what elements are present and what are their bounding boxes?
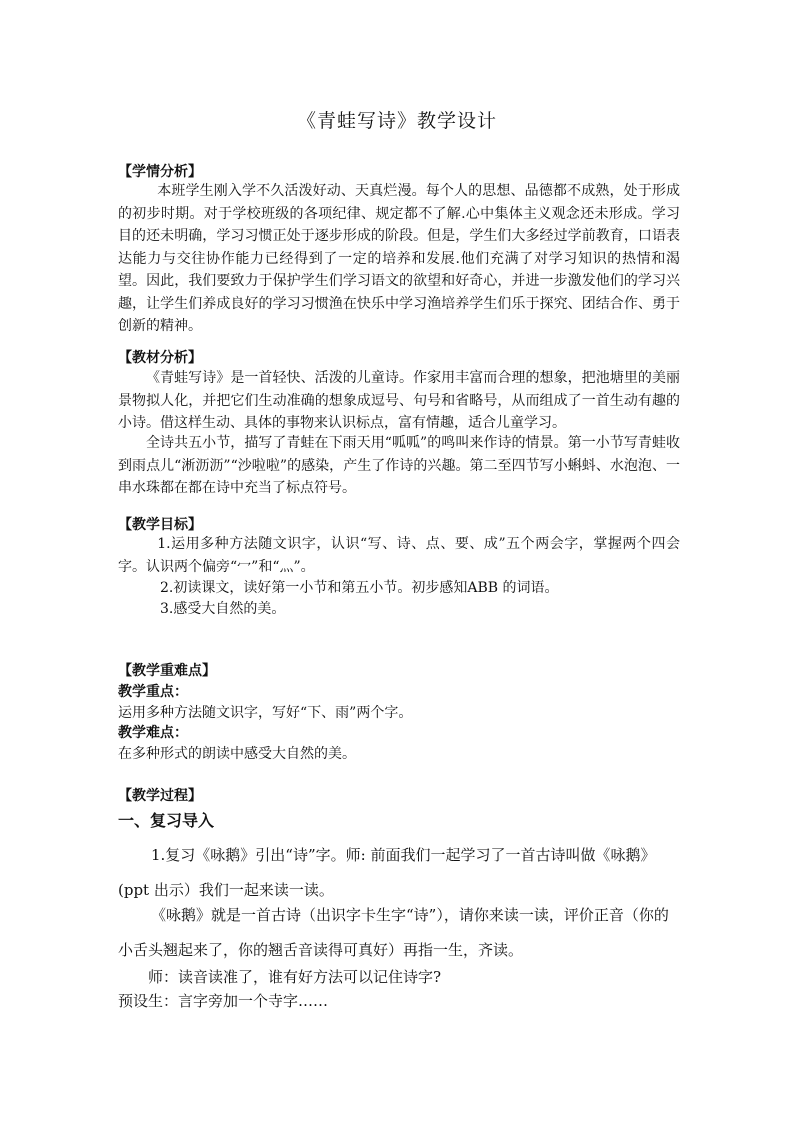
process-paragraph-2: 《咏鹅》就是一首古诗（出识字卡生字“诗”），请你来读一读，评价正音（你的小舌头翘起来了，你的翘舌音读得可真好）再指一生，齐读。 [118,906,669,959]
section-heading-mubiao: 【教学目标】 [118,517,202,533]
paragraph-jiaocai-2: 全诗共五小节，描写了青蛙在下雨天用“呱呱”的鸣叫来作诗的情景。第一小节写青蛙收到雨点儿“淅沥沥”“沙啦啦”的感染，产生了作诗的兴趣。第二至四节写小蝌蚪、水泡泡、一串水珠都在都在诗中充当了标点符号。 [118,435,680,496]
section-heading-guocheng: 【教学过程】 [118,788,202,804]
process-paragraph-4: 预设生：言字旁加一个寺字…… [118,992,329,1010]
goal-item-1: 1.运用多种方法随文识字，认识“写、诗、点、要、成”五个两会字，掌握两个四会字。认识两个偏旁“冖”和“灬”。 [118,536,680,575]
difficult-points-text: 在多种形式的朗读中感受大自然的美。 [118,746,356,762]
subsection-review-intro: 一、复习导入 [118,811,215,830]
document-title: 《青蛙写诗》教学设计 [296,110,497,132]
goal-item-2: 2.初读课文，读好第一小节和第五小节。初步感知ABB 的词语。 [160,580,559,596]
process-paragraph-3: 师：读音读准了，谁有好方法可以记住诗字? [148,968,442,986]
paragraph-xueqing: 本班学生刚入学不久活泼好动、天真烂漫。每个人的思想、品德都不成熟，处于形成的初步时期。对于学校班级的各项纪律、规定都不了解.心中集体主义观念还未形成。学习目的还未明确，学习习惯正处于逐步形成的阶段。但是，学生们大多经过学前教育，口语表达能力与交往协作能力已经得到了一定的培养和发展.他们充满了对学习知识的热情和渴望。因此，我们要致力于保护学生们学习语文的欲望和好奇心，并进一步激发他们的学习兴趣，让学生们养成良好的学习习惯渔在快乐中学习渔培养学生们乐于探究、团结合作、勇于创新的精神。 [118,183,680,334]
section-heading-zhongnan: 【教学重难点】 [118,663,216,679]
key-points-text: 运用多种方法随文识字，写好“下、雨”两个字。 [118,705,413,721]
goal-item-3: 3.感受大自然的美。 [160,601,286,617]
difficult-points-label: 教学难点： [118,725,188,741]
key-points-label: 教学重点： [118,684,188,700]
process-paragraph-1: 1.复习《咏鹅》引出“诗”字。师: 前面我们一起学习了一首古诗叫做《咏鹅》(ppt 出示）我们一起来读一读。 [118,846,656,899]
paragraph-jiaocai-1: 《青蛙写诗》是一首轻快、活泼的儿童诗。作家用丰富而合理的想象，把池塘里的美丽景物拟人化，并把它们生动准确的想象成逗号、句号和省略号，从而组成了一首生动有趣的小诗。借这样生动、具体的事物来认识标点，富有情趣，适合儿童学习。 [118,370,680,431]
section-heading-xueqing: 【学情分析】 [118,164,202,180]
section-heading-jiaocai: 【教材分析】 [118,350,202,366]
